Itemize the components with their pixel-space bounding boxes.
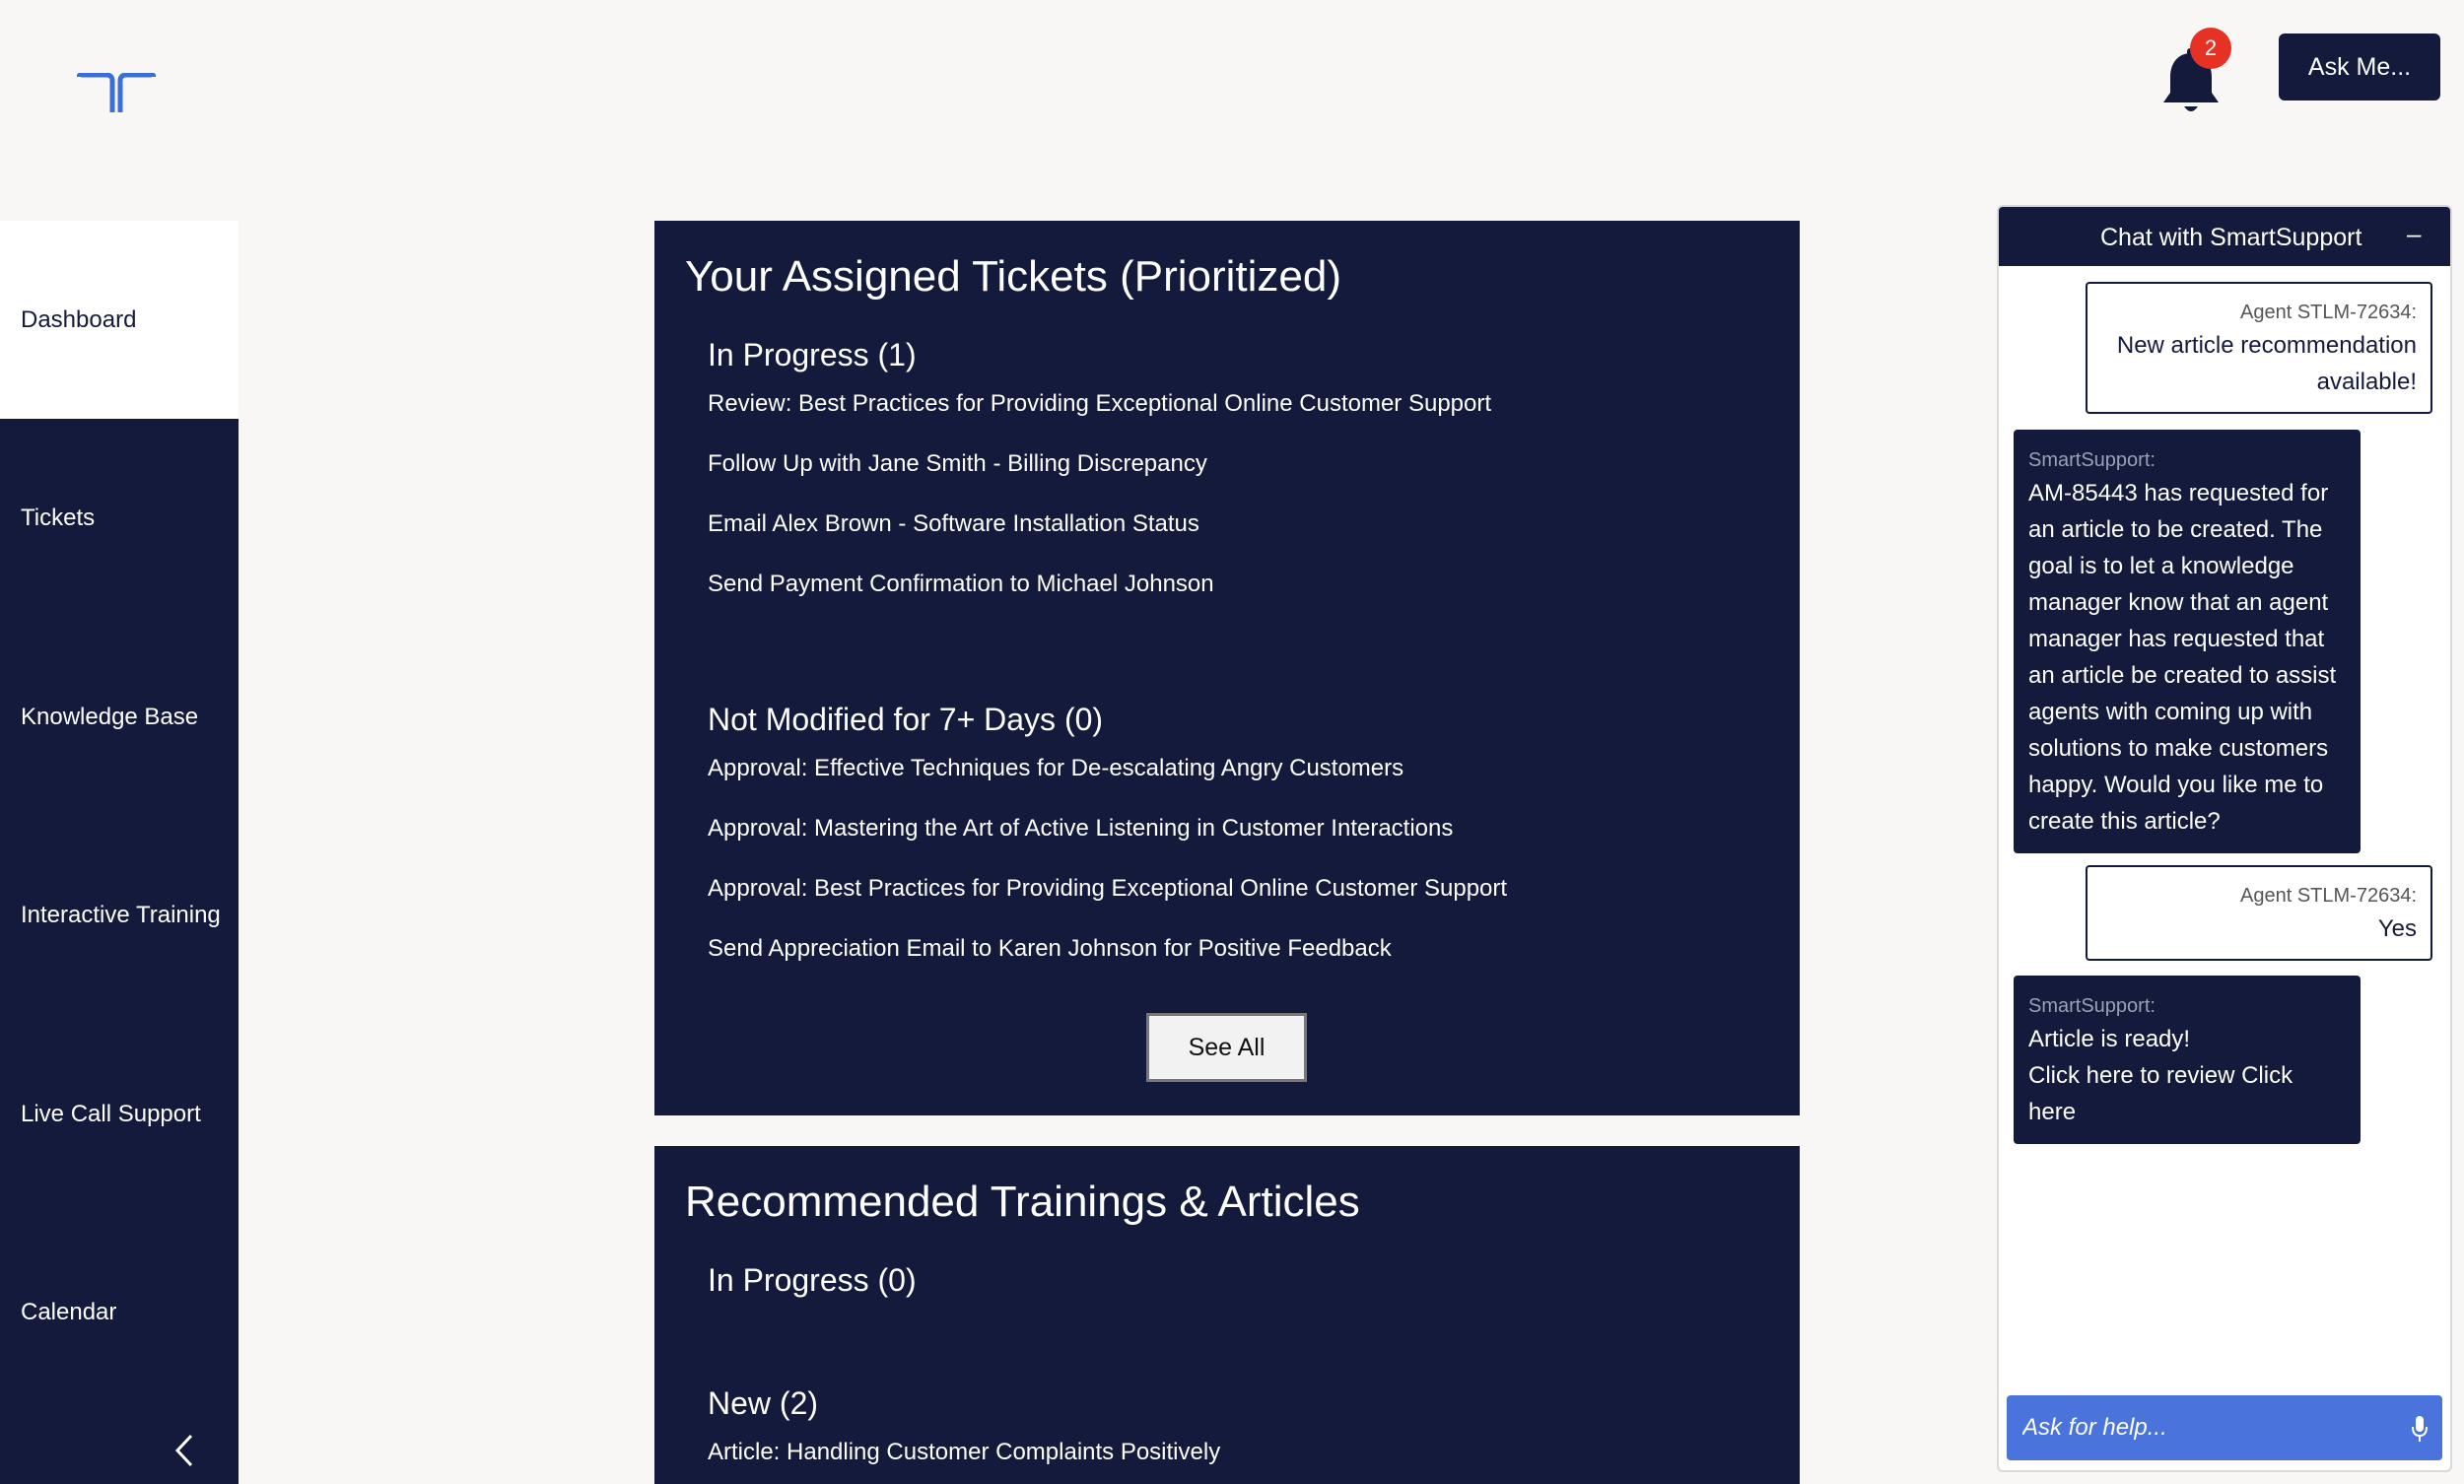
stale-tickets-heading: Not Modified for 7+ Days (0)	[708, 702, 1104, 737]
in-progress-heading: In Progress (1)	[708, 337, 917, 372]
message-text: Yes	[2377, 915, 2417, 942]
ticket-item[interactable]: Follow Up with Jane Smith - Billing Discrepancy	[708, 450, 1207, 477]
notification-count-badge: 2	[2190, 28, 2231, 69]
review-article-link[interactable]: Click here to review Click here	[2028, 1062, 2293, 1125]
ticket-item[interactable]: Review: Best Practices for Providing Exceptional Online Customer Support	[708, 390, 1492, 417]
chat-input-bar	[2007, 1395, 2442, 1460]
microphone-icon[interactable]	[2411, 1415, 2429, 1443]
ticket-item[interactable]: Send Payment Confirmation to Michael Johnson	[708, 571, 1214, 597]
assigned-tickets-title: Your Assigned Tickets (Prioritized)	[685, 252, 1341, 301]
message-sender: Agent STLM-72634:	[2240, 302, 2417, 323]
agent-message	[2086, 282, 2432, 414]
sidebar-item-knowledge-base[interactable]: Knowledge Base	[21, 703, 199, 730]
assigned-tickets-card	[654, 221, 1800, 1115]
message-sender: SmartSupport:	[2028, 995, 2156, 1017]
recommended-trainings-title: Recommended Trainings & Articles	[685, 1178, 1360, 1226]
ticket-item[interactable]: Approval: Effective Techniques for De-escalating Angry Customers	[708, 755, 1404, 781]
ticket-item[interactable]: Approval: Mastering the Art of Active Listening in Customer Interactions	[708, 815, 1454, 842]
sidebar	[0, 221, 239, 1484]
message-text: Article is ready!	[2028, 1026, 2191, 1052]
chat-panel	[1997, 205, 2452, 1472]
sidebar-item-tickets[interactable]: Tickets	[21, 504, 96, 531]
agent-message	[2086, 865, 2432, 961]
sidebar-item-live-call-support[interactable]: Live Call Support	[21, 1100, 201, 1127]
chat-header	[1999, 207, 2450, 266]
chat-input[interactable]	[2007, 1395, 2391, 1460]
training-in-progress-heading: In Progress (0)	[708, 1262, 917, 1298]
see-all-button[interactable]: See All	[1146, 1013, 1307, 1082]
sidebar-item-interactive-training[interactable]: Interactive Training	[21, 901, 221, 928]
ticket-item[interactable]: Email Alex Brown - Software Installation Status	[708, 510, 1199, 537]
message-text: New article recommendation available!	[2116, 332, 2417, 395]
bot-message	[2014, 430, 2361, 853]
chat-title: Chat with SmartSupport	[2100, 224, 2362, 251]
ask-me-button[interactable]: Ask Me...	[2279, 34, 2440, 101]
message-sender: SmartSupport:	[2028, 449, 2156, 471]
training-item[interactable]: Article: Handling Customer Complaints Positively	[708, 1439, 1221, 1465]
minimize-chat-button[interactable]: –	[2407, 219, 2422, 248]
sidebar-item-calendar[interactable]: Calendar	[21, 1298, 117, 1325]
bot-message	[2014, 976, 2361, 1144]
ticket-item[interactable]: Approval: Best Practices for Providing Exceptional Online Customer Support	[708, 875, 1508, 902]
message-text: AM-85443 has requested for an article to be created. The goal is to let a knowledge manager know that an agent manager has requested that an article be created to assist agents with coming up with solutions to make customers happy. Would you like me to create this article?	[2028, 480, 2337, 835]
sidebar-item-dashboard[interactable]: Dashboard	[0, 221, 239, 419]
brand-logo-icon[interactable]	[77, 73, 156, 114]
ticket-item[interactable]: Send Appreciation Email to Karen Johnson for Positive Feedback	[708, 935, 1392, 962]
training-new-heading: New (2)	[708, 1385, 819, 1421]
recommended-trainings-card	[654, 1146, 1800, 1484]
message-sender: Agent STLM-72634:	[2240, 885, 2417, 907]
chevron-left-icon[interactable]	[170, 1433, 199, 1468]
